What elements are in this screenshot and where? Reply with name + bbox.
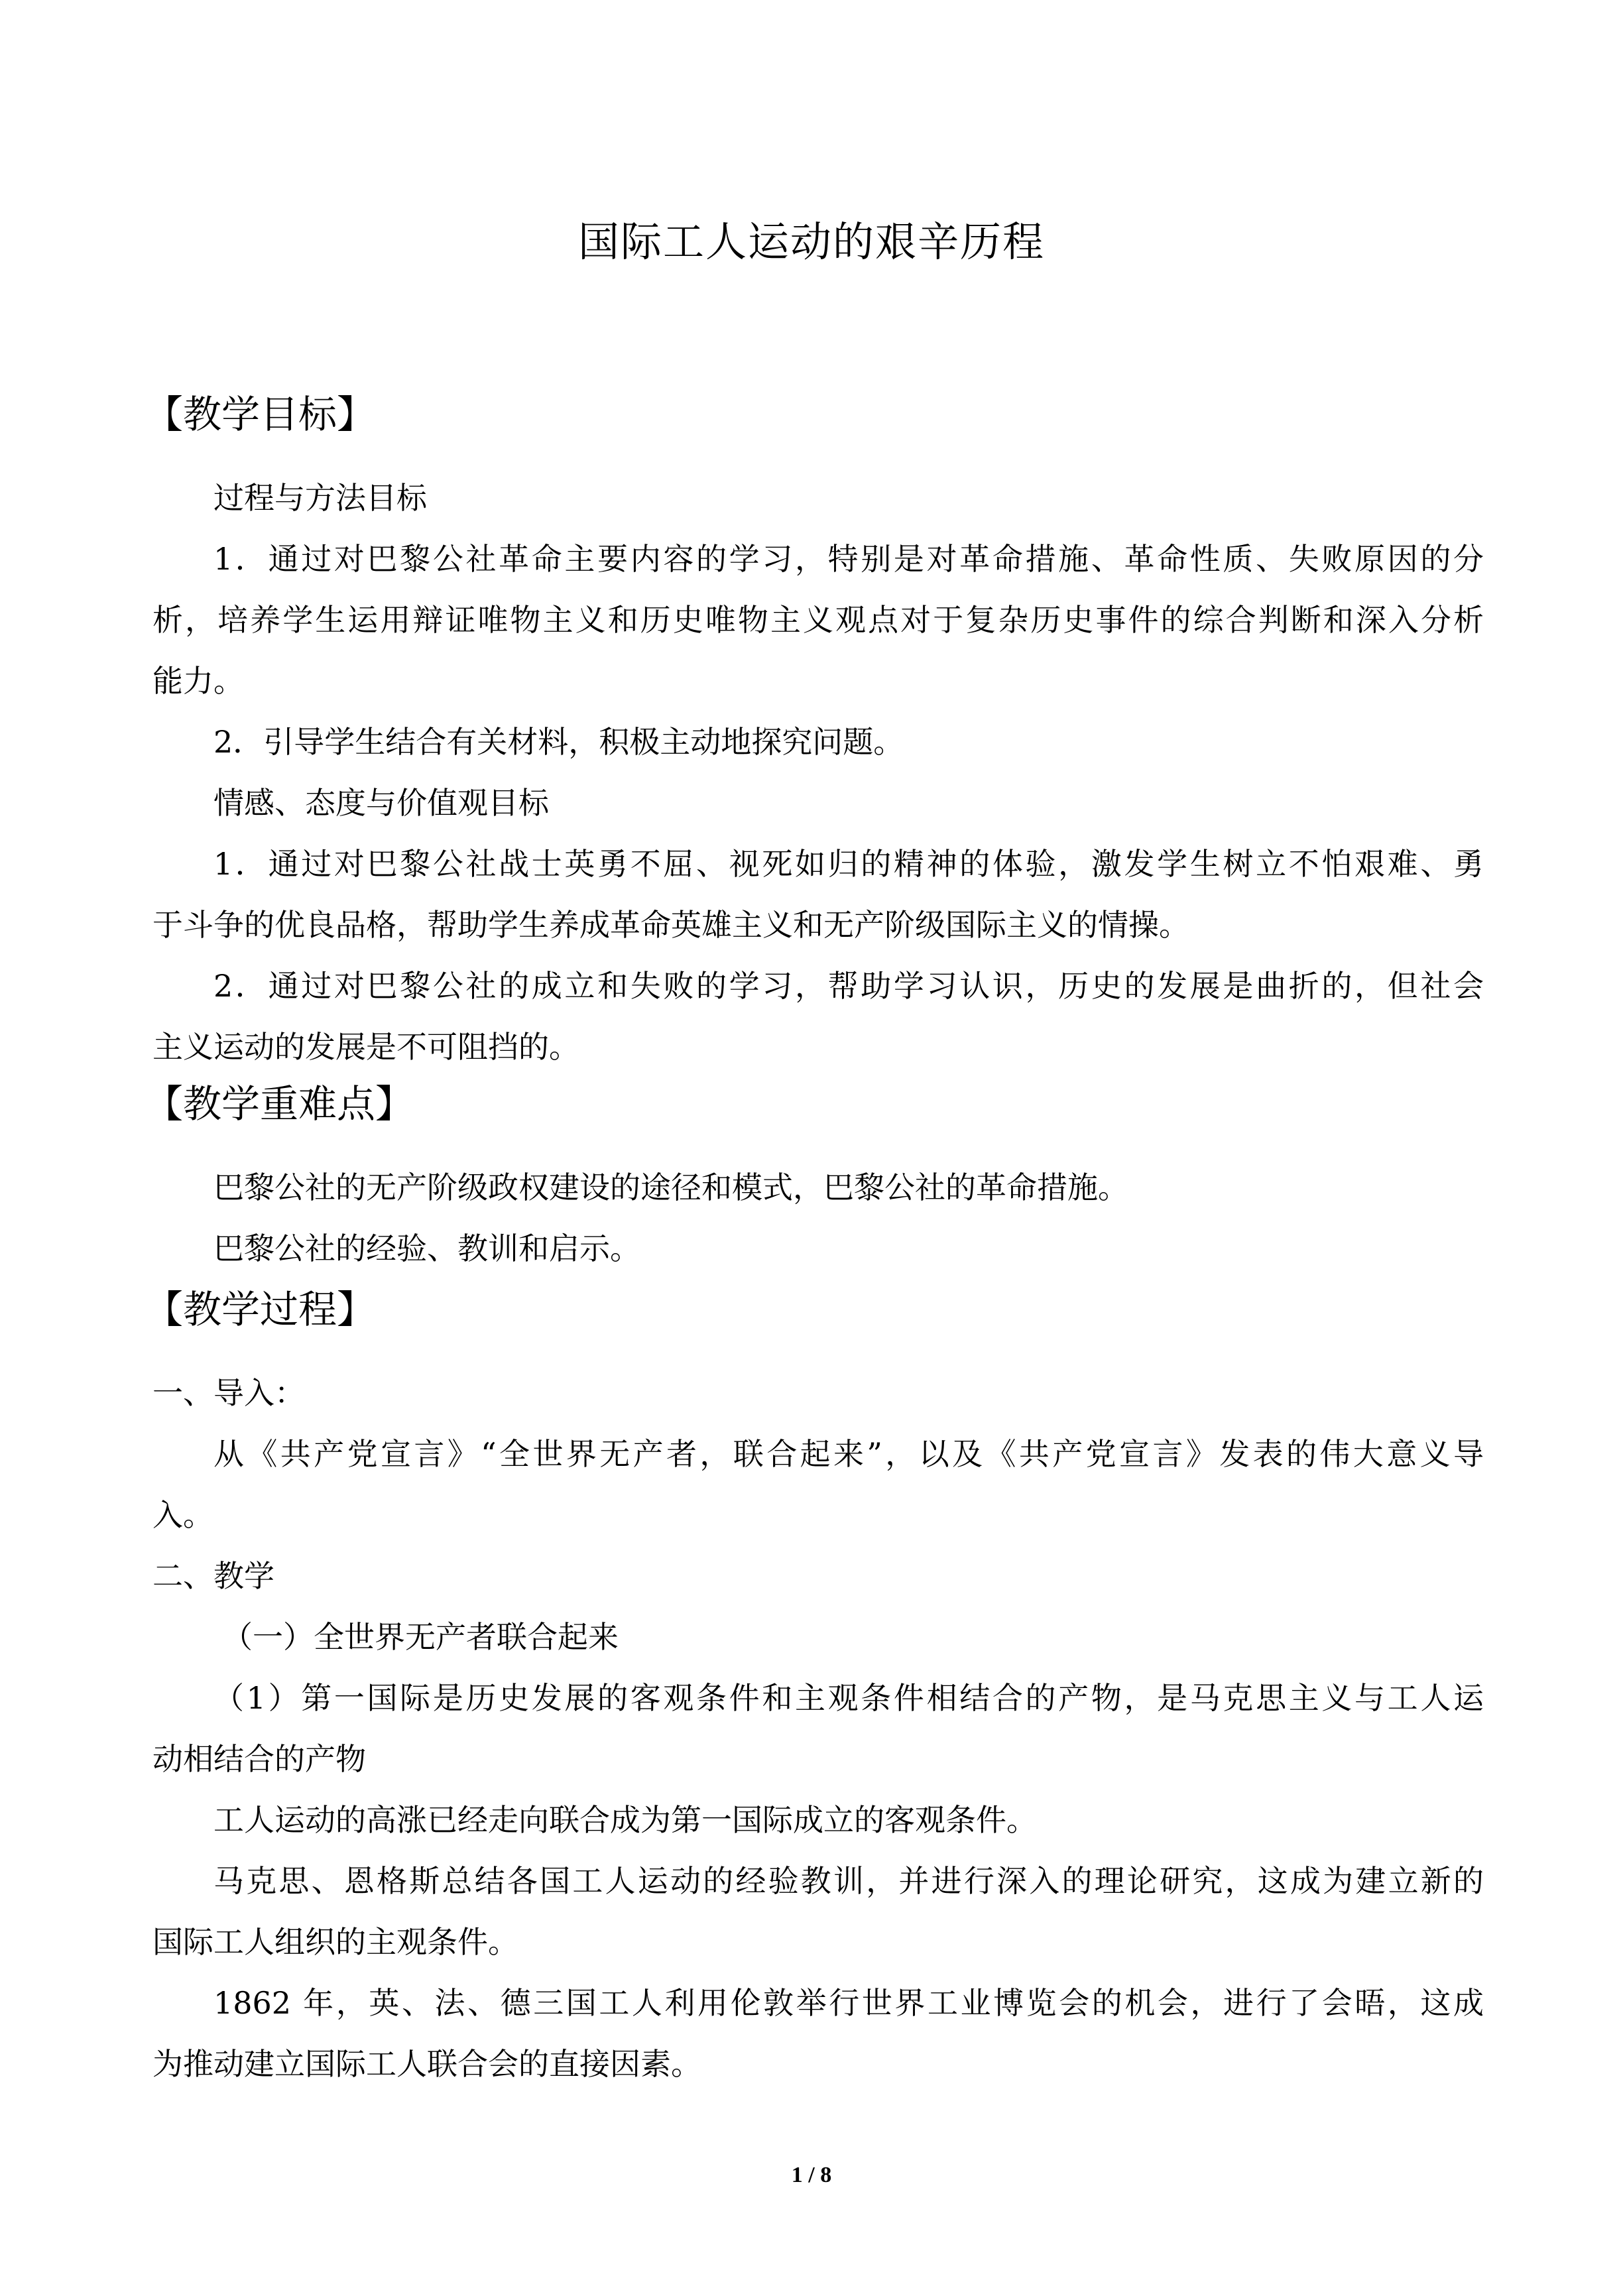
paragraph-line: 1．通过对巴黎公社革命主要内容的学习，特别是对革命措施、革命性质、失败原因的分 [213,541,1484,577]
page-title: 国际工人运动的艰辛历程 [577,217,1045,266]
paragraph-line: 马克思、恩格斯总结各国工人运动的经验教训，并进行深入的理论研究，这成为建立新的 [213,1863,1484,1899]
paragraph-line: 从《共产党宣言》“全世界无产者，联合起来”，以及《共产党宣言》发表的伟大意义导 [213,1436,1484,1472]
paragraph-line: 入。 [152,1497,213,1533]
paragraph-line: 1．通过对巴黎公社战士英勇不屈、视死如归的精神的体验，激发学生树立不怕艰难、勇 [213,846,1484,882]
subsection-label-emotion: 情感、态度与价值观目标 [213,785,549,821]
subsection-label-intro: 一、导入： [152,1375,305,1411]
paragraph-line: 2．通过对巴黎公社的成立和失败的学习，帮助学习认识，历史的发展是曲折的，但社会 [213,968,1484,1004]
paragraph-line: 巴黎公社的无产阶级政权建设的途径和模式，巴黎公社的革命措施。 [213,1170,1128,1205]
paragraph-line: 主义运动的发展是不可阻挡的。 [152,1029,579,1065]
section-heading-process: 【教学过程】 [145,1287,376,1332]
paragraph-line: 于斗争的优良品格，帮助学生养成革命英雄主义和无产阶级国际主义的情操。 [152,907,1189,943]
paragraph-line: 1862 年，英、法、德三国工人利用伦敦举行世界工业博览会的机会，进行了会晤，这成 [213,1985,1484,2021]
section-heading-key-points: 【教学重难点】 [145,1081,414,1126]
subsection-label-part-one: （一）全世界无产者联合起来 [222,1619,619,1655]
subsection-label-teaching: 二、教学 [152,1558,274,1594]
paragraph-line: 能力。 [152,663,244,699]
paragraph-line: 巴黎公社的经验、教训和启示。 [213,1231,640,1266]
subsection-label-process-method: 过程与方法目标 [213,480,427,516]
paragraph-line: （1）第一国际是历史发展的客观条件和主观条件相结合的产物，是马克思主义与工人运 [213,1680,1484,1716]
paragraph-line: 动相结合的产物 [152,1741,366,1777]
page-number: 1 / 8 [791,2163,832,2187]
paragraph-line: 国际工人组织的主观条件。 [152,1924,518,1960]
paragraph-line: 析，培养学生运用辩证唯物主义和历史唯物主义观点对于复杂历史事件的综合判断和深入分析 [152,602,1484,638]
section-heading-objectives: 【教学目标】 [145,392,376,437]
paragraph-line: 为推动建立国际工人联合会的直接因素。 [152,2046,701,2082]
paragraph-line: 2．引导学生结合有关材料，积极主动地探究问题。 [213,724,904,760]
paragraph-line: 工人运动的高涨已经走向联合成为第一国际成立的客观条件。 [213,1802,1037,1838]
